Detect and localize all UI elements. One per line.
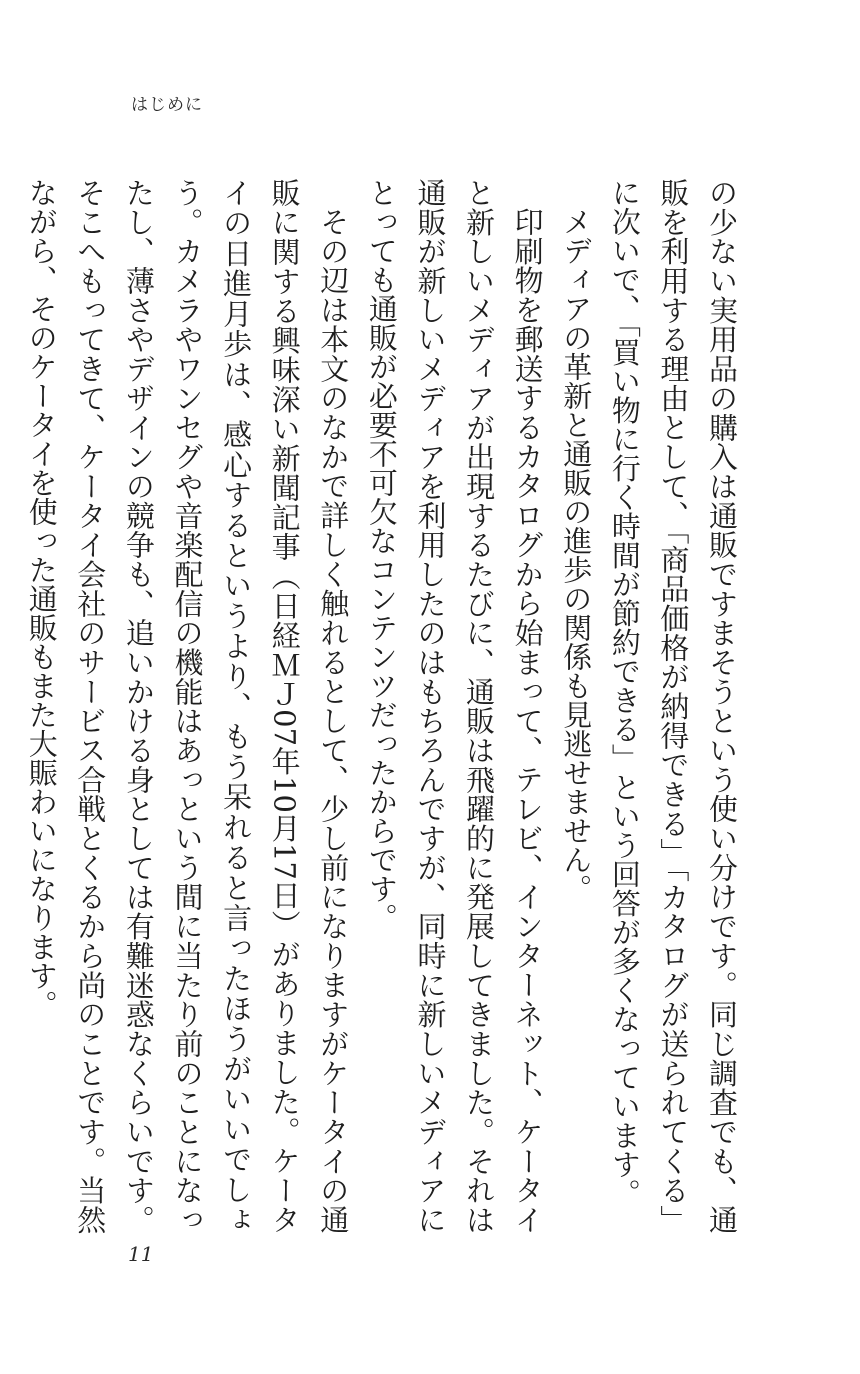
paragraph-3: 印刷物を郵送するカタログから始まって、テレビ、インターネット、ケータイと新しいメディアが出現するたびに、通販は飛躍的に発展してきました。それは通販が新しいメディアを利用したのはもちろんですが、同時に新しいメディアにとっても通販が必要不可欠なコンテンツだったからです。 — [364, 178, 545, 1234]
paragraph-2: メディアの革新と通販の進歩の関係も見逃せません。 — [559, 207, 594, 903]
paragraph-1: の少ない実用品の購入は通販ですまそうという使い分けです。同じ調査でも、通販を利用する理由として、「商品価格が納得できる」「カタログが送られてくる」に次いで、「買い物に行く時間が節約できる」という回答が多くなっています。 — [607, 178, 739, 1234]
body-text — [24, 178, 746, 1234]
paragraph-4: その辺は本文のなかで詳しく触れるとして、少し前になりますがケータイの通販に関する興味深い新聞記事（日経ＭＪ07年10月17日）がありました。ケータイの日進月歩は、感心するというより、もう呆れると言ったほうがいいでしょう。カメラやワンセグや音楽配信の機能はあっという間に当たり前のことになったし、薄さやデザインの競争も、追いかける身としては有難迷惑なくらいです。そこへもってきて、ケータイ会社のサービス合戦とくるから尚のことです。当然ながら、そのケータイを使った通販もまた大賑わいになります。 — [24, 178, 351, 1234]
running-header: はじめに — [131, 95, 203, 115]
page-number: 11 — [128, 1242, 154, 1266]
